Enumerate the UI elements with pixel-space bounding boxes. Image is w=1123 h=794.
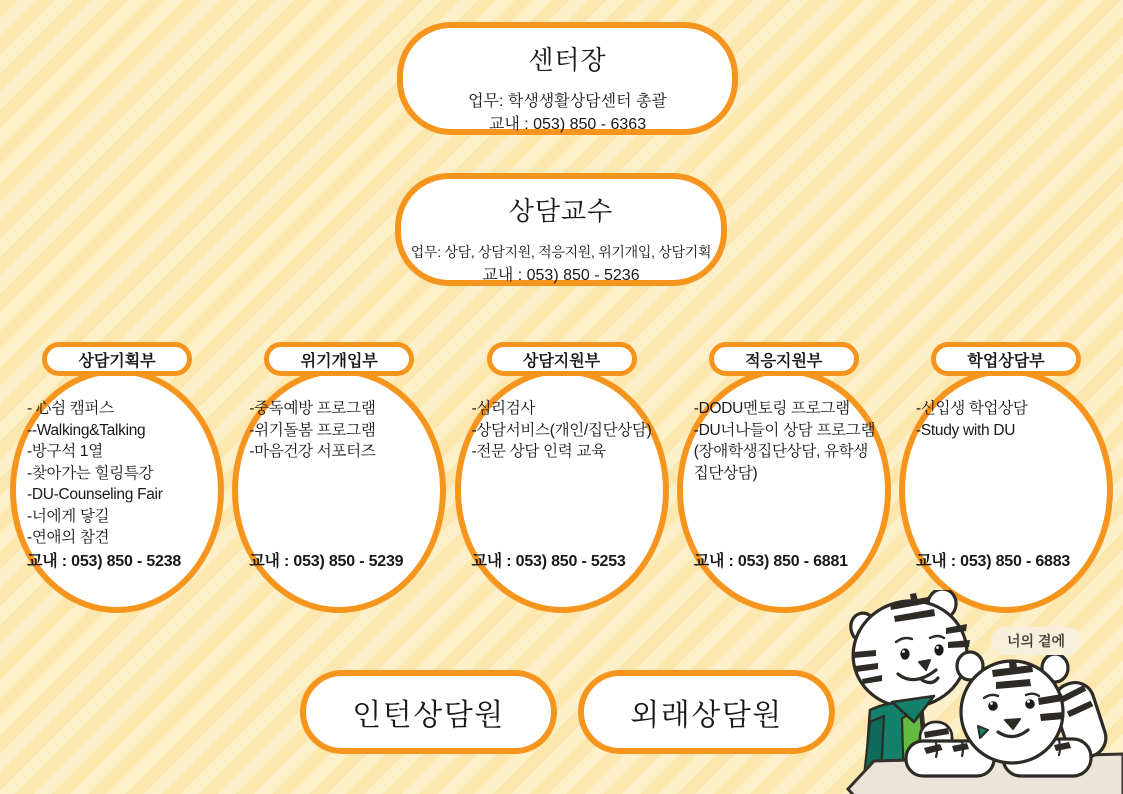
dept-title-pill xyxy=(709,342,859,376)
dept-phone: 교내 : 053) 850 - 5239 xyxy=(249,553,404,570)
director-duty: 업무: 학생생활상담센터 총괄 xyxy=(468,93,667,110)
program-item: -DU-Counseling Fair xyxy=(27,486,163,503)
professor-phone: 교내 : 053) 850 - 5236 xyxy=(482,267,640,284)
program-item: -연애의 참견 xyxy=(27,529,110,546)
dept-title: 적응지원부 xyxy=(745,352,823,370)
dept-program-list xyxy=(249,398,375,463)
program-item: -찾아가는 힐링특강 xyxy=(27,464,154,482)
program-item: --Walking&Talking xyxy=(27,421,146,439)
program-item: -DU너나들이 상담 프로그램 xyxy=(693,421,876,439)
department-row xyxy=(10,342,1113,614)
dept-title: 위기개입부 xyxy=(300,352,378,370)
dept-bubble-adjustment-support xyxy=(677,342,891,614)
dept-bubble-counseling-planning xyxy=(10,342,224,614)
dept-program-list xyxy=(916,398,1028,441)
program-item: -심리검사 xyxy=(471,400,536,417)
professor-box xyxy=(395,173,727,286)
dept-title: 학업상담부 xyxy=(967,352,1045,370)
dept-title-pill xyxy=(487,342,637,376)
mascot-speech-text: 너의 곁에 xyxy=(1007,633,1065,649)
intern-counselor-box xyxy=(300,670,557,754)
program-item: -DODU멘토링 프로그램 xyxy=(693,400,850,417)
dept-phone: 교내 : 053) 850 - 5253 xyxy=(471,553,626,570)
program-item: -중독예방 프로그램 xyxy=(249,400,376,417)
program-item: -마음건강 서포터즈 xyxy=(249,443,376,460)
program-item: 집단상담) xyxy=(693,464,758,482)
dept-title-pill xyxy=(42,342,192,376)
outpatient-counselor-label: 외래상담원 xyxy=(630,699,783,732)
tiger-mascot-illustration xyxy=(840,590,1123,794)
program-item: -방구석 1열 xyxy=(27,443,103,460)
dept-title: 상담기획부 xyxy=(78,352,156,370)
program-item: (장애학생집단상담, 유학생 xyxy=(693,443,869,460)
mascot-speech-bubble xyxy=(991,627,1081,655)
dept-bubble-academic-counseling xyxy=(899,342,1113,614)
dept-title-pill xyxy=(264,342,414,376)
director-title: 센터장 xyxy=(528,45,607,75)
dept-phone: 교내 : 053) 850 - 6881 xyxy=(693,553,848,570)
program-item: -위기돌봄 프로그램 xyxy=(249,421,376,439)
intern-counselor-label: 인턴상담원 xyxy=(352,699,505,732)
director-box xyxy=(397,22,738,135)
program-item: -너에게 닿길 xyxy=(27,507,110,525)
program-item: -Study with DU xyxy=(916,421,1016,439)
dept-phone: 교내 : 053) 850 - 6883 xyxy=(916,553,1071,570)
dept-program-list xyxy=(694,398,875,484)
director-phone: 교내 : 053) 850 - 6363 xyxy=(488,116,647,133)
dept-title: 상담지원부 xyxy=(522,352,601,370)
program-item: -신입생 학업상담 xyxy=(916,400,1028,417)
outpatient-counselor-box xyxy=(578,670,835,754)
program-item: - 心쉼 캠퍼스 xyxy=(27,400,114,417)
program-item: -상담서비스(개인/집단상담) xyxy=(471,421,652,439)
dept-bubble-counseling-support xyxy=(455,342,669,614)
professor-duty: 업무: 상담, 상담지원, 적응지원, 위기개입, 상담기획 xyxy=(410,244,712,260)
dept-phone: 교내 : 053) 850 - 5238 xyxy=(27,553,182,570)
program-item: -전문 상담 인력 교육 xyxy=(471,443,606,460)
dept-program-list xyxy=(472,398,652,463)
dept-bubble-crisis-intervention xyxy=(232,342,446,614)
dept-program-list xyxy=(27,398,163,549)
professor-title: 상담교수 xyxy=(508,196,614,226)
dept-title-pill xyxy=(931,342,1081,376)
